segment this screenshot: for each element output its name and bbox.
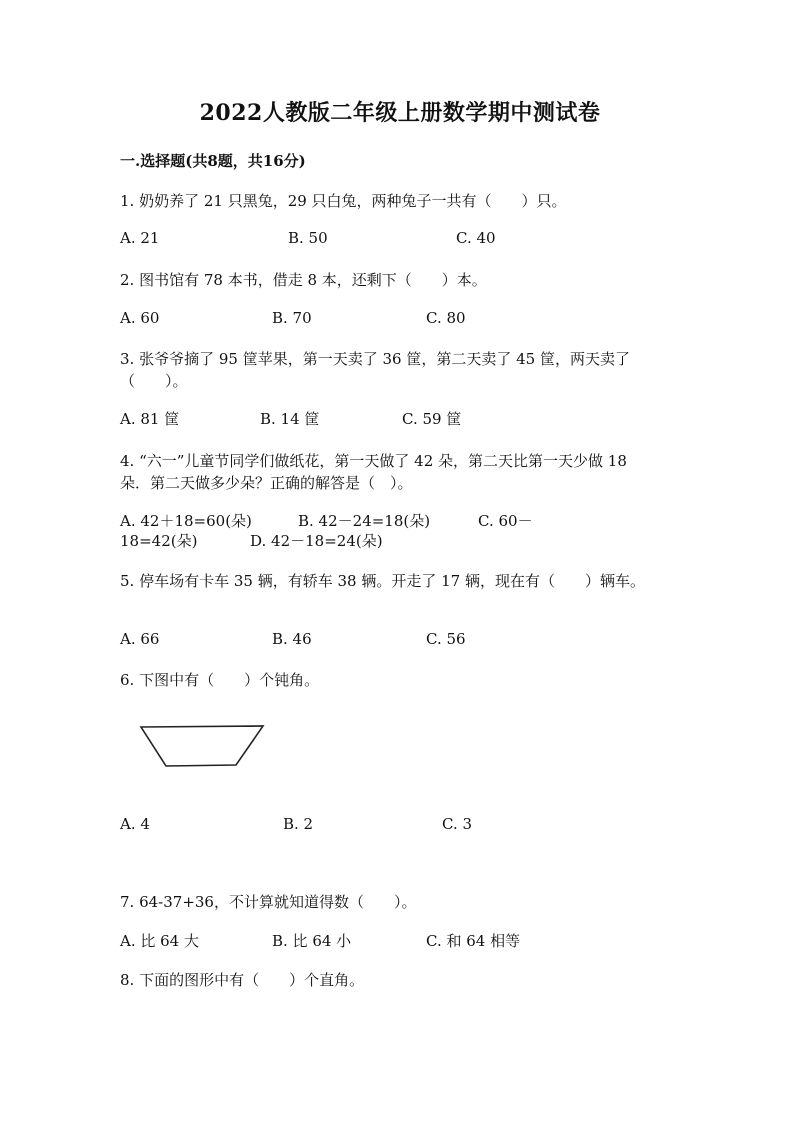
question-5-option-c: C. 56 [426, 630, 466, 648]
trapezoid-outline [141, 726, 263, 766]
question-6-option-c: C. 3 [442, 815, 473, 833]
question-5-option-b: B. 46 [272, 630, 312, 648]
page-title: 2022人教版二年级上册数学期中测试卷 [199, 100, 601, 126]
question-3-stem-line1: 3. 张爷爷摘了 95 筐苹果，第一天卖了 36 筐，第二天卖了 45 筐，两天卖了 [120, 350, 630, 368]
question-4-option-a: A. 42＋18=60(朵) [120, 512, 252, 530]
question-7-stem: 7. 64-37+36，不计算就知道得数（ ）。 [120, 893, 417, 911]
question-4-stem-line1: 4. “六一”儿童节同学们做纸花，第一天做了 42 朵，第二天比第一天少做 18 [120, 452, 627, 470]
question-1-option-c: C. 40 [456, 229, 496, 247]
question-2-option-b: B. 70 [272, 309, 312, 327]
question-8-stem: 8. 下面的图形中有（ ）个直角。 [120, 971, 365, 989]
question-3-option-c: C. 59 筐 [402, 410, 462, 428]
question-3-stem-line2: （ ）。 [120, 372, 188, 390]
trapezoid-figure [138, 722, 268, 772]
question-3-option-a: A. 81 筐 [120, 410, 180, 428]
question-2-stem: 2. 图书馆有 78 本书，借走 8 本，还剩下（ ）本。 [120, 271, 487, 289]
question-4-stem-line2: 朵．第二天做多少朵？正确的解答是（ ）。 [120, 474, 413, 492]
question-6-option-b: B. 2 [283, 815, 314, 833]
question-3-option-b: B. 14 筐 [260, 410, 320, 428]
question-2-option-a: A. 60 [120, 309, 160, 327]
question-7-option-c: C. 和 64 相等 [426, 932, 521, 950]
question-2-option-c: C. 80 [426, 309, 466, 327]
question-1-option-b: B. 50 [288, 229, 328, 247]
question-6-option-a: A. 4 [120, 815, 150, 833]
section-heading: 一.选择题(共8题，共16分) [120, 152, 306, 170]
question-4-option-c-part1: C. 60－ [478, 512, 533, 530]
question-7-option-b: B. 比 64 小 [272, 932, 352, 950]
question-1-stem: 1. 奶奶养了 21 只黑兔，29 只白兔，两种兔子一共有（ ）只。 [120, 192, 567, 210]
question-4-option-c-part2: 18=42(朵) [120, 532, 198, 550]
question-4-option-b: B. 42－24=18(朵) [298, 512, 431, 530]
question-4-option-d: D. 42－18=24(朵) [250, 532, 383, 550]
question-5-stem: 5. 停车场有卡车 35 辆，有轿车 38 辆。开走了 17 辆，现在有（ ）辆车。 [120, 572, 645, 590]
question-7-option-a: A. 比 64 大 [120, 932, 199, 950]
question-5-option-a: A. 66 [120, 630, 160, 648]
question-1-option-a: A. 21 [120, 229, 160, 247]
question-6-stem: 6. 下图中有（ ）个钝角。 [120, 671, 320, 689]
